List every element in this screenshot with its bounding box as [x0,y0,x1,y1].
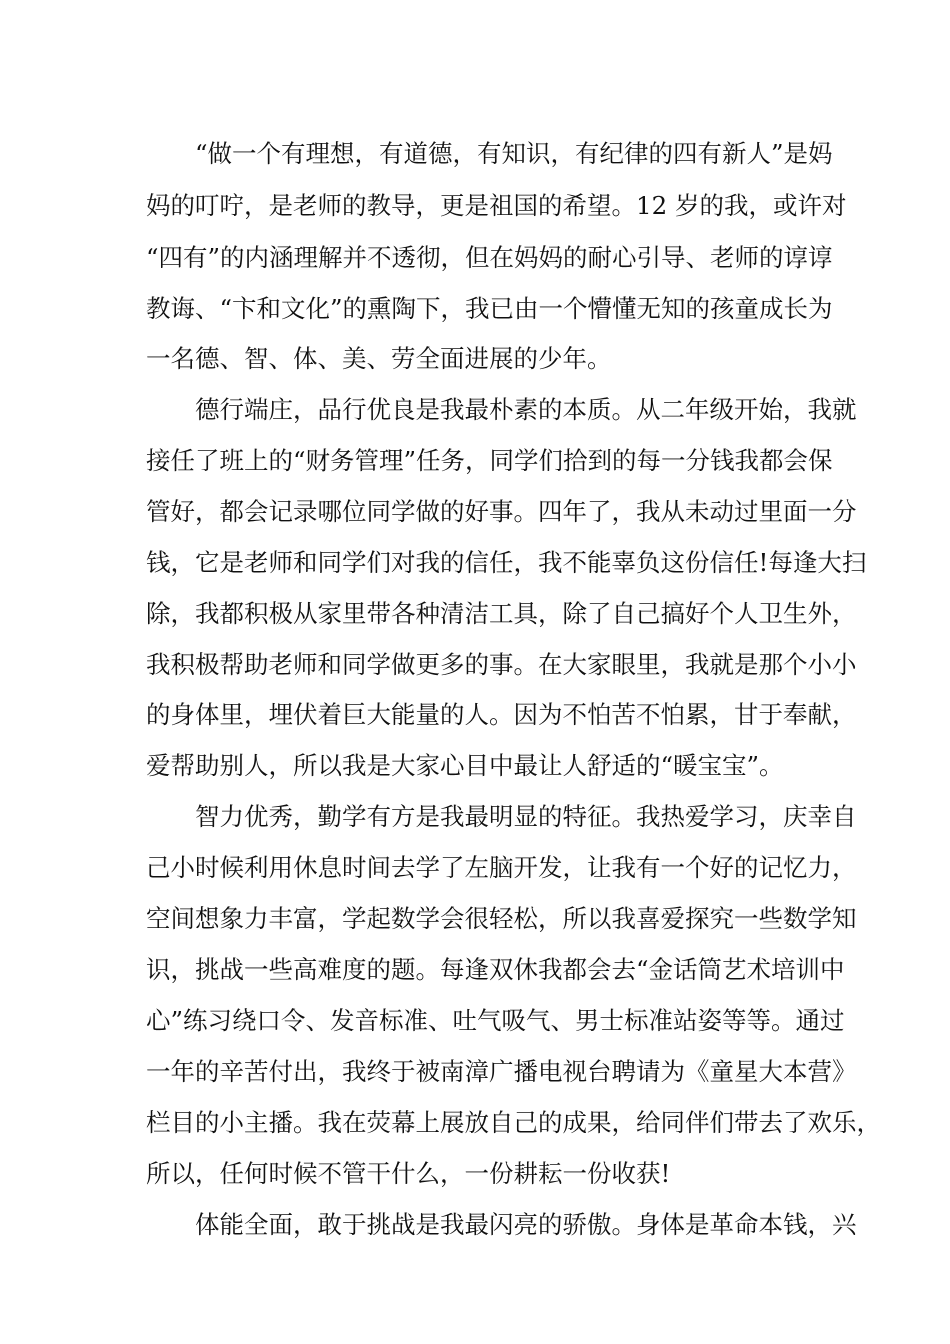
paragraph-3-line-2: 己小时候利用休息时间去学了左脑开发，让我有一个好的记忆力， [146,853,857,882]
paragraph-2-line-4: 钱，它是老师和同学们对我的信任，我不能辜负这份信任!每逢大扫 [146,548,867,577]
paragraph-1-line-2: 妈的叮咛，是老师的教导，更是祖国的希望。12 岁的我，或许对 [146,191,847,220]
paragraph-3-line-1: 智力优秀，勤学有方是我最明显的特征。我热爱学习，庆幸自 [195,802,857,831]
paragraph-2-line-1: 德行端庄，品行优良是我最朴素的本质。从二年级开始，我就 [195,395,857,424]
paragraph-1-line-1: “做一个有理想，有道德，有知识，有纪律的四有新人”是妈 [195,139,833,168]
paragraph-2-line-2: 接任了班上的“财务管理”任务，同学们拾到的每一分钱我都会保 [146,446,833,475]
paragraph-3-line-5: 心”练习绕口令、发音标准、吐气吸气、男士标准站姿等等。通过 [146,1006,845,1035]
paragraph-1-line-5: 一名德、智、体、美、劳全面进展的少年。 [146,344,612,373]
paragraph-1-line-3: “四有”的内涵理解并不透彻，但在妈妈的耐心引导、老师的谆谆 [146,243,833,272]
paragraph-3-line-8: 所以，任何时候不管干什么，一份耕耘一份收获! [146,1159,671,1188]
paragraph-2-line-3: 管好，都会记录哪位同学做的好事。四年了，我从未动过里面一分 [146,497,857,526]
paragraph-3-line-6: 一年的辛苦付出，我终于被南漳广播电视台聘请为《童星大本营》 [146,1057,857,1086]
paragraph-4-line-1: 体能全面，敢于挑战是我最闪亮的骄傲。身体是革命本钱，兴 [195,1210,857,1239]
paragraph-2-line-6: 我积极帮助老师和同学做更多的事。在大家眼里，我就是那个小小 [146,650,857,679]
paragraph-1-line-4: 教诲、“卞和文化”的熏陶下，我已由一个懵懂无知的孩童成长为 [146,294,833,323]
paragraph-2-line-5: 除，我都积极从家里带各种清洁工具，除了自己搞好个人卫生外， [146,599,857,628]
paragraph-2-line-7: 的身体里，埋伏着巨大能量的人。因为不怕苦不怕累，甘于奉献， [146,700,857,729]
paragraph-3-line-4: 识，挑战一些高难度的题。每逢双休我都会去“金话筒艺术培训中 [146,955,845,984]
paragraph-2-line-8: 爱帮助别人，所以我是大家心目中最让人舒适的“暖宝宝”。 [146,751,784,780]
paragraph-3-line-7: 栏目的小主播。我在荧幕上展放自己的成果，给同伴们带去了欢乐， [146,1108,881,1137]
paragraph-3-line-3: 空间想象力丰富，学起数学会很轻松，所以我喜爱探究一些数学知 [146,904,857,933]
